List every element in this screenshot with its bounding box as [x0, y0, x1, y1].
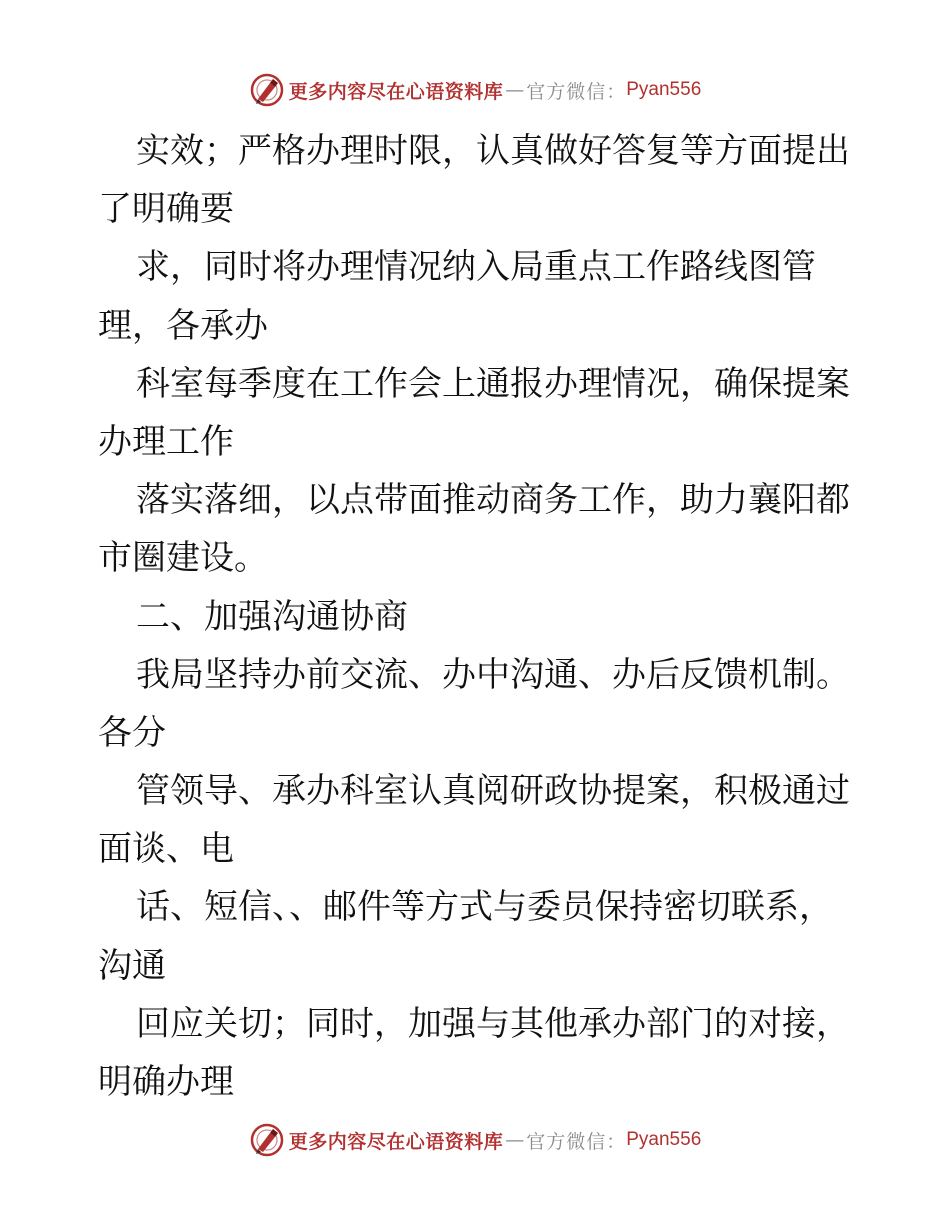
- text-line: 求，同时将办理情况纳入局重点工作路线图管: [136, 247, 816, 288]
- text-line: 市圈建设。: [98, 538, 268, 579]
- pen-logo-icon: [249, 72, 285, 108]
- text-line: 明确办理: [98, 1062, 234, 1102]
- body-text: [98, 122, 868, 1111]
- text-line: 实效；严格办理时限，认真做好答复等方面提出: [136, 131, 850, 171]
- text-line: 办理工作: [98, 421, 234, 462]
- text-line: 话、短信、、邮件等方式与委员保持密切联系，: [136, 887, 833, 928]
- banner-dash: —: [505, 1129, 525, 1151]
- banner-dash: —: [505, 79, 525, 101]
- banner-wechat-id: Pyan556: [626, 1129, 702, 1150]
- banner-main-text: 更多内容尽在心语资料库: [288, 80, 504, 103]
- pen-logo-icon: [249, 1122, 285, 1158]
- text-line: 落实落细，以点带面推动商务工作，助力襄阳都: [136, 480, 850, 521]
- header-watermark-banner: [0, 70, 950, 110]
- footer-watermark-banner: [0, 1120, 950, 1160]
- text-line: 面谈、电: [98, 829, 234, 870]
- text-line: 科室每季度在工作会上通报办理情况，确保提案: [136, 363, 850, 404]
- banner-main-text: 更多内容尽在心语资料库: [288, 1130, 504, 1153]
- text-line: 管领导、承办科室认真阅研政协提案，积极通过: [136, 771, 850, 812]
- text-line: 理，各承办: [98, 305, 268, 346]
- section-heading: 二、加强沟通协商: [136, 596, 408, 637]
- text-line: 我局坚持办前交流、办中沟通、办后反馈机制。: [136, 654, 850, 695]
- text-line: 回应关切；同时，加强与其他承办部门的对接，: [136, 1003, 850, 1044]
- text-line: 沟通: [98, 945, 166, 986]
- text-line: 各分: [98, 712, 166, 753]
- banner-wechat-label: 官方微信：: [526, 1130, 627, 1153]
- text-line: 了明确要: [98, 189, 234, 230]
- banner-wechat-id: Pyan556: [626, 79, 702, 100]
- banner-wechat-label: 官方微信：: [526, 80, 627, 103]
